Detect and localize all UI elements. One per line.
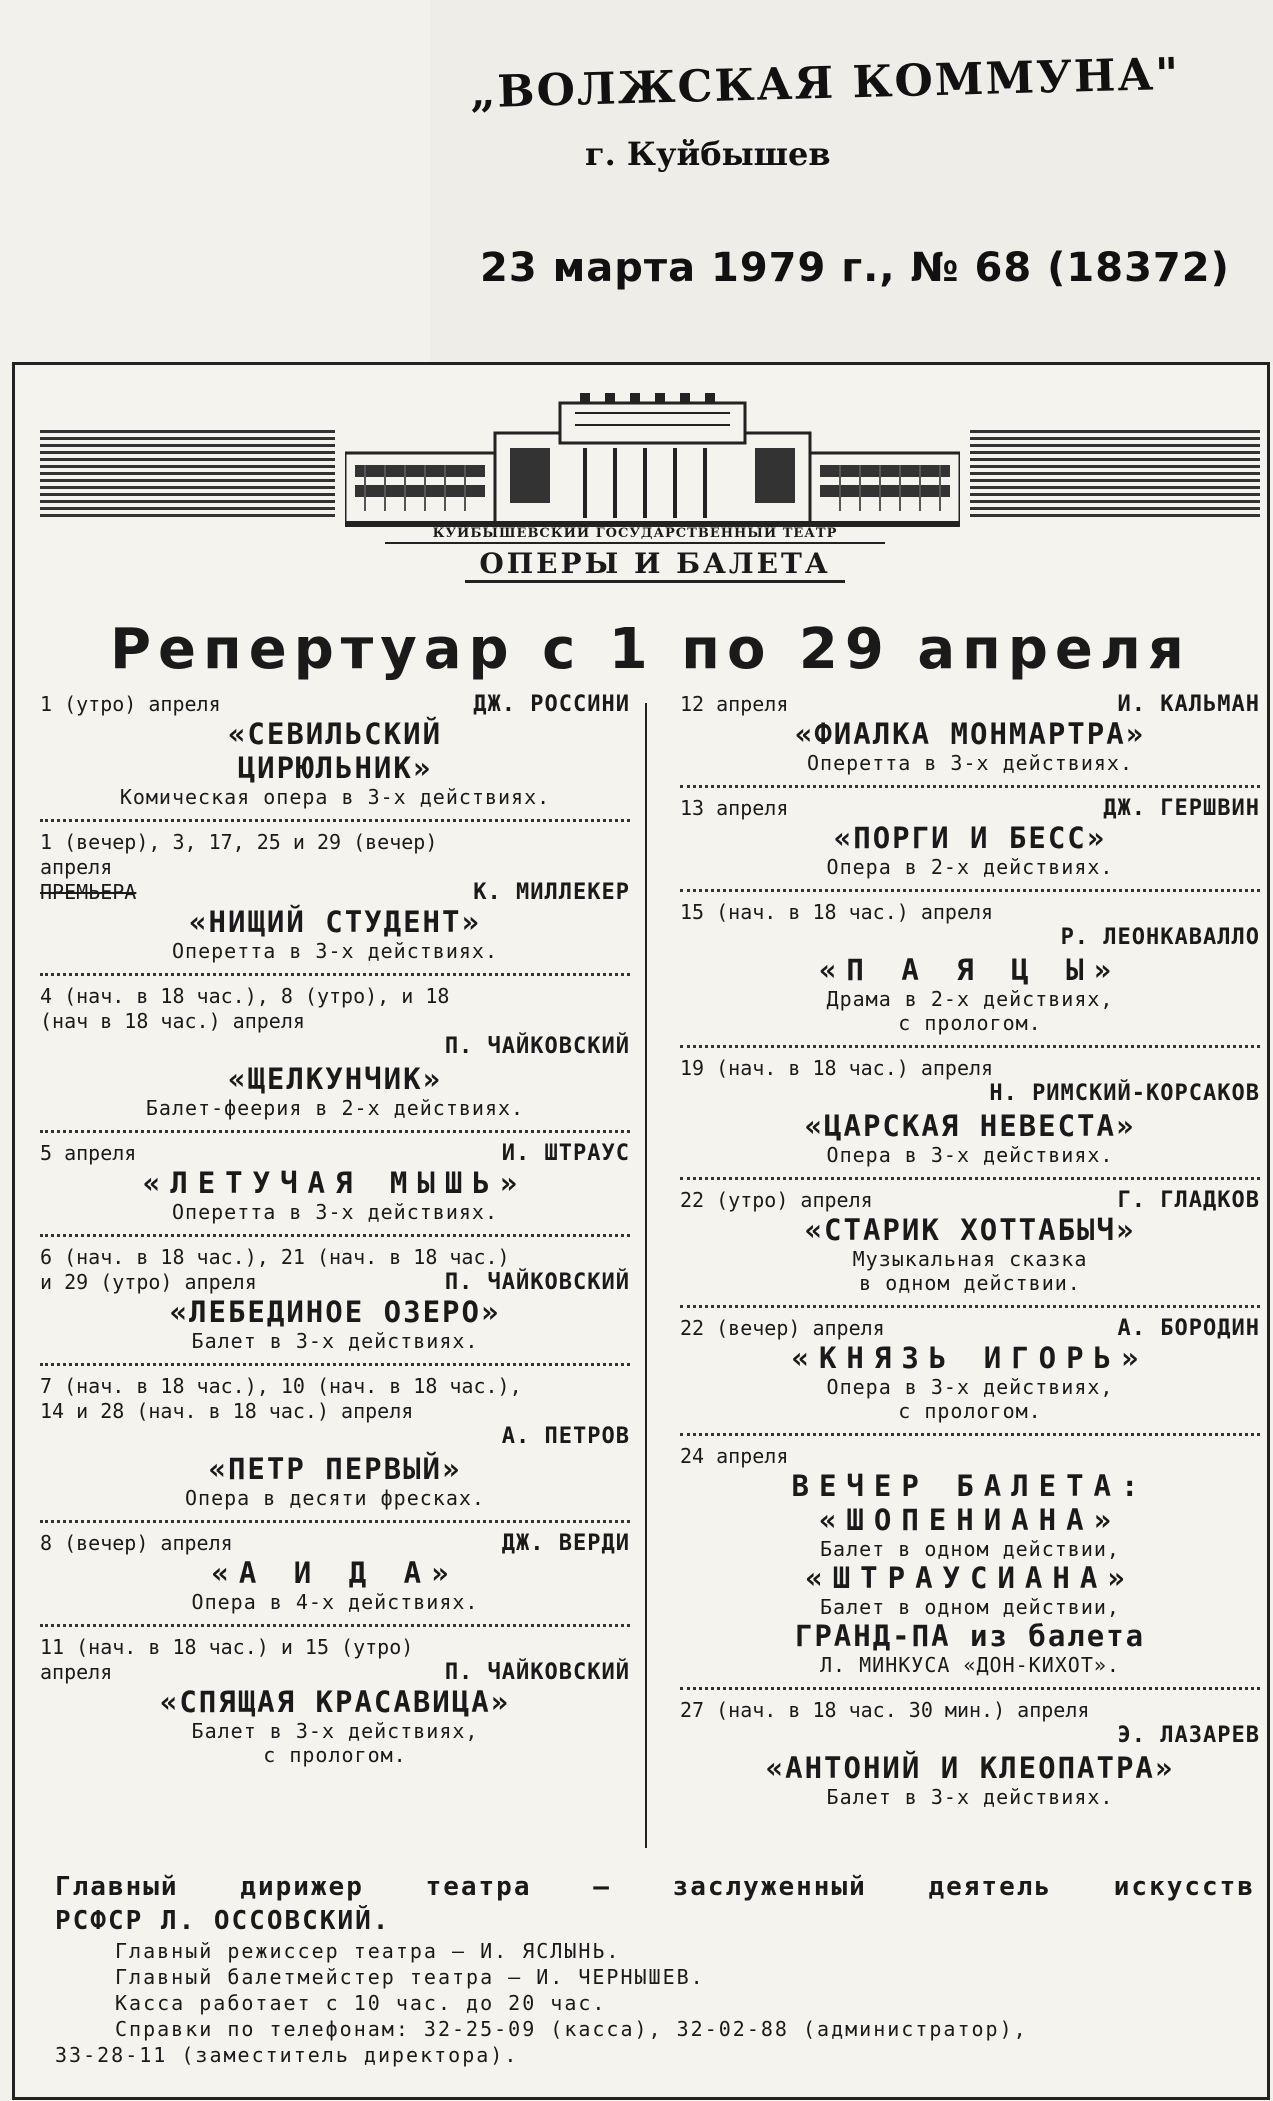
entry-separator <box>680 1683 1260 1690</box>
performance-description: Опера в 3-х действиях, <box>826 1375 1114 1399</box>
entry-separator <box>680 781 1260 788</box>
performance-date: 19 (нач. в 18 час.) апреля <box>680 1056 994 1080</box>
entry-separator <box>40 969 630 976</box>
composer: К. МИЛЛЕКЕР <box>473 880 630 905</box>
performance-description: Опера в 4-х действиях. <box>191 1590 479 1614</box>
performance-date: 7 (нач. в 18 час.), 10 (нач. в 18 час.), <box>40 1374 522 1398</box>
performance-description: Опера в десяти фресках. <box>185 1486 485 1510</box>
performance-description: Балет в одном действии, <box>820 1537 1120 1561</box>
right-column <box>680 690 1260 1813</box>
performance-date: 12 апреля <box>680 692 789 716</box>
performance-title: «ПЕТР ПЕРВЫЙ» <box>208 1452 462 1486</box>
entry-separator <box>40 1516 630 1523</box>
performance-date: 14 и 28 (нач. в 18 час.) апреля <box>40 1399 414 1423</box>
left-column <box>40 690 630 1771</box>
composer: И. ШТРАУС <box>501 1141 630 1166</box>
performance-date: 5 апреля <box>40 1141 137 1165</box>
performance-description: Оперетта в 3-х действиях. <box>171 1200 499 1224</box>
composer: ДЖ. РОССИНИ <box>473 692 630 717</box>
performance-description: Музыкальная сказка <box>852 1247 1088 1271</box>
composer: П. ЧАЙКОВСКИЙ <box>444 1034 630 1059</box>
performance-title: «А И Д А» <box>211 1556 459 1590</box>
performance-date: апреля <box>40 855 113 879</box>
newspaper-city: г. Куйбышев <box>585 135 831 173</box>
composer: Г. ГЛАДКОВ <box>1117 1188 1260 1213</box>
composer: Н. РИМСКИЙ-КОРСАКОВ <box>989 1081 1260 1106</box>
performance-date: 24 апреля <box>680 1444 789 1468</box>
entry-separator <box>680 1301 1260 1308</box>
performance-description: с прологом. <box>898 1011 1042 1035</box>
performance-title: «КНЯЗЬ ИГОРЬ» <box>791 1341 1149 1375</box>
performance-title: ЦИРЮЛЬНИК» <box>237 751 433 785</box>
performance-date: 11 (нач. в 18 час.) и 15 (утро) <box>40 1635 414 1659</box>
performance-description: Опера в 2-х действиях. <box>826 855 1114 879</box>
performance-entry <box>40 1243 630 1357</box>
performance-description: в одном действии. <box>859 1271 1081 1295</box>
performance-entry <box>680 1186 1260 1299</box>
performance-entry <box>680 1314 1260 1427</box>
entry-separator <box>40 1620 630 1627</box>
performance-title: «АНТОНИЙ И КЛЕОПАТРА» <box>765 1751 1175 1785</box>
theatre-building-illustration <box>345 393 960 543</box>
performance-date: 6 (нач. в 18 час.), 21 (нач. в 18 час.) <box>40 1245 510 1269</box>
performance-entry <box>40 1372 630 1514</box>
performance-date: 27 (нач. в 18 час. 30 мин.) апреля <box>680 1698 1090 1722</box>
performance-title: «СТАРИК ХОТТАБЫЧ» <box>804 1213 1136 1247</box>
newspaper-name: „ВОЛЖСКАЯ КОММУНА" <box>469 48 1181 119</box>
performance-entry <box>40 1529 630 1618</box>
performance-entry <box>40 1633 630 1771</box>
performance-description: с прологом. <box>898 1399 1042 1423</box>
performance-title: «ЦАРСКАЯ НЕВЕСТА» <box>804 1109 1136 1143</box>
composer: Э. ЛАЗАРЕВ <box>1117 1723 1260 1748</box>
entry-separator <box>680 1041 1260 1048</box>
performance-date: 15 (нач. в 18 час.) апреля <box>680 900 994 924</box>
performance-date: (нач в 18 час.) апреля <box>40 1009 305 1033</box>
box-office-hours: Касса работает с 10 час. до 20 час. <box>115 1991 607 2015</box>
performance-description: Балет в 3-х действиях, <box>191 1719 479 1743</box>
performance-entry <box>40 828 630 967</box>
performance-description: с прологом. <box>263 1743 407 1767</box>
performance-entry <box>40 982 630 1124</box>
repertoire-heading: Репертуар с 1 по 29 апреля <box>110 617 1191 682</box>
performance-description: Драма в 2-х действиях, <box>826 987 1114 1011</box>
composer: П. ЧАЙКОВСКИЙ <box>444 1270 630 1295</box>
premiere-label: ПРЕМЬЕРА <box>40 880 137 904</box>
performance-title: «ШОПЕНИАНА» <box>818 1503 1122 1537</box>
theatre-subtitle: ОПЕРЫ И БАЛЕТА <box>465 547 845 583</box>
column-divider <box>645 703 647 1848</box>
performance-description: Балет в 3-х действиях. <box>191 1329 479 1353</box>
performance-date: 22 (вечер) апреля <box>680 1316 885 1340</box>
performance-date: 4 (нач. в 18 час.), 8 (утро), и 18 <box>40 984 450 1008</box>
performance-title: «НИЩИЙ СТУДЕНТ» <box>189 905 481 939</box>
composer: А. БОРОДИН <box>1117 1316 1260 1341</box>
performance-title: ВЕЧЕР БАЛЕТА: <box>791 1469 1149 1503</box>
performance-description: Балет в 3-х действиях. <box>826 1785 1114 1809</box>
entry-separator <box>680 1429 1260 1436</box>
decorative-stripes-left <box>40 430 335 518</box>
chief-ballet-master: Главный балетмейстер театра — И. ЧЕРНЫШЕВ. <box>115 1965 705 1989</box>
entry-separator <box>680 1173 1260 1180</box>
performance-date: 8 (вечер) апреля <box>40 1531 233 1555</box>
performance-entry <box>680 794 1260 883</box>
performance-description: Балет в одном действии, <box>820 1595 1120 1619</box>
chief-conductor: Главный дирижер театра — заслуженный деятель искусств <box>55 1872 1255 1902</box>
performance-description: Л. МИНКУСА «ДОН-КИХОТ». <box>820 1653 1120 1677</box>
composer: ДЖ. ВЕРДИ <box>501 1531 630 1556</box>
performance-date: и 29 (утро) апреля <box>40 1270 257 1294</box>
issue-date: 23 марта 1979 г., № 68 (18372) <box>480 245 1230 291</box>
performance-entry <box>40 1139 630 1228</box>
performance-date: апреля <box>40 1660 113 1684</box>
performance-entry <box>680 898 1260 1039</box>
performance-description: Балет-феерия в 2-х действиях. <box>145 1096 525 1120</box>
performance-date: 22 (утро) апреля <box>680 1188 873 1212</box>
entry-separator <box>40 1230 630 1237</box>
performance-date: 1 (утро) апреля <box>40 692 221 716</box>
composer: П. ЧАЙКОВСКИЙ <box>444 1660 630 1685</box>
footer-credits <box>55 1870 1255 2068</box>
composer: А. ПЕТРОВ <box>501 1424 630 1449</box>
decorative-stripes-right <box>970 430 1260 518</box>
performance-title: «ЛЕБЕДИНОЕ ОЗЕРО» <box>169 1295 501 1329</box>
entry-separator <box>40 815 630 822</box>
phone-numbers: Справки по телефонам: 32-25-09 (касса), 32-02-88 (администратор), <box>115 2017 1028 2041</box>
composer: И. КАЛЬМАН <box>1117 692 1260 717</box>
composer: ДЖ. ГЕРШВИН <box>1103 796 1260 821</box>
performance-description: Комическая опера в 3-х действиях. <box>119 785 551 809</box>
entry-separator <box>40 1126 630 1133</box>
performance-date: 13 апреля <box>680 796 789 820</box>
performance-title: ГРАНД-ПА из балета <box>794 1619 1146 1653</box>
performance-title: «ЩЕЛКУНЧИК» <box>227 1062 443 1096</box>
entry-separator <box>40 1359 630 1366</box>
performance-title: «ШТРАУСИАНА» <box>805 1561 1135 1595</box>
performance-title: «П А Я Ц Ы» <box>818 953 1122 987</box>
performance-entry <box>680 1054 1260 1171</box>
entry-separator <box>680 885 1260 892</box>
performance-entry <box>680 690 1260 779</box>
performance-description: Опера в 3-х действиях. <box>826 1143 1114 1167</box>
performance-title: «ФИАЛКА МОНМАРТРА» <box>794 717 1146 751</box>
performance-description: Оперетта в 3-х действиях. <box>806 751 1134 775</box>
theatre-name: КУЙБЫШЕВСКИЙ ГОСУДАРСТВЕННЫЙ ТЕАТР <box>385 523 885 544</box>
performance-description: Оперетта в 3-х действиях. <box>171 939 499 963</box>
chief-director: Главный режиссер театра — И. ЯСЛЫНЬ. <box>115 1939 621 1963</box>
performance-entry <box>40 690 630 813</box>
chief-conductor-name: РСФСР Л. ОССОВСКИЙ. <box>55 1906 391 1936</box>
repertoire-clipping <box>12 362 1270 2100</box>
performance-title: «СЕВИЛЬСКИЙ <box>227 717 443 751</box>
performance-entry <box>680 1696 1260 1813</box>
performance-title: «ЛЕТУЧАЯ МЫШЬ» <box>142 1166 528 1200</box>
performance-title: «СПЯЩАЯ КРАСАВИЦА» <box>159 1685 511 1719</box>
composer: Р. ЛЕОНКАВАЛЛО <box>1060 925 1260 950</box>
performance-title: «ПОРГИ И БЕСС» <box>833 821 1107 855</box>
performance-entry <box>680 1442 1260 1681</box>
phone-numbers-continued: 33-28-11 (заместитель директора). <box>55 2043 519 2067</box>
performance-date: 1 (вечер), 3, 17, 25 и 29 (вечер) <box>40 830 438 854</box>
